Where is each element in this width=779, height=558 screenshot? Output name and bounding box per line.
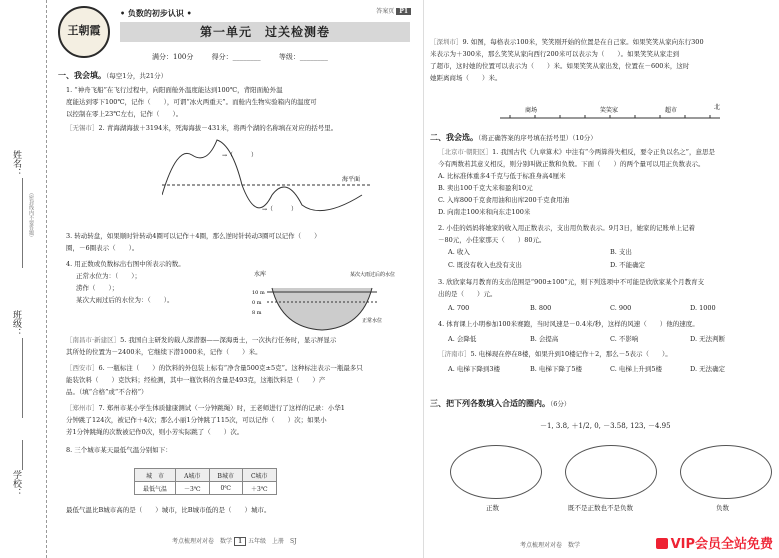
choice-2: 2. 小佳的妈妈将她家的收入用正数表示，支出用负数表示。9月3日，她家的记账单上记着 －80元，小佳家那天（ ）80元。 — [438, 224, 696, 244]
c3-option-b: B. 800 — [530, 304, 552, 312]
positive-oval — [450, 445, 542, 499]
neither-oval — [565, 445, 657, 499]
svg-text:某次大雨过后的水位: 某次大雨过后的水位 — [350, 272, 396, 278]
svg-text:→（ ）: →（ ） — [222, 152, 258, 159]
school-line — [22, 440, 23, 470]
page-divider — [423, 0, 424, 558]
section3-title: 三、把下列各数填入合适的圈内。（6分） — [430, 398, 571, 408]
name-line — [22, 178, 23, 268]
answer-badge: 答案页 P1 — [376, 6, 411, 15]
question-3: 3. 转动转盘，如果顺时针转动4圈可以记作＋4圈，那么逆时针转动3圈可以记作（ ） 圈，－6圈表示（ ）。 — [66, 232, 321, 252]
seal-strip — [0, 0, 47, 558]
question-8-tail: 最低气温比B城市高的是（ ）城市，比B城市低的是（ ）城市。 — [66, 506, 271, 514]
svg-text:0 m: 0 m — [252, 300, 262, 306]
school-label: 学校： — [11, 470, 21, 497]
c5-option-c: C. 电梯上升到5楼 — [610, 365, 663, 373]
north-label: 北 — [714, 104, 721, 111]
question-2: ［无锡市］2. 青海湖海拔＋3194米，死海海拔－431米，将两个湖的名称填在对应的括号里。 — [66, 124, 338, 132]
c2-option-c: C. 既没有收入也没有支出 — [448, 261, 522, 269]
svg-text:正常水位: 正常水位 — [362, 318, 383, 324]
topic-title: • 负数的初步认识 • — [120, 8, 192, 18]
choice-3: 3. 欣欣家每月教育的支出范围是“900±100”元，则下列选项中不可能是欣欣家某个月教育支 出的是（ ）元。 — [438, 278, 705, 298]
c4-option-c: C. 不影响 — [610, 335, 639, 343]
choice-4: 4. 体育课上小明参加100米赛跑，当时风速是－0.4米/秒，这样的风速（ ）他的速度。 — [438, 320, 699, 328]
left-page — [52, 0, 419, 558]
c4-option-a: A. 会降低 — [448, 335, 477, 343]
question-7: ［郑州市］7. 郑州市某小学生体质健康测试（一分钟跳绳）时，王老师进行了这样的记录：小华1 分钟跳了124次，被记作＋4次；那么小丽1分钟跳了115次，可以记作（ ）次；如果小 芳1分钟跳绳的次数被记作0次，则小芳实际跳了（ ）次。 — [66, 404, 345, 436]
section2-title: 二、我会选。（将正确答案的序号填在括号里）（10分） — [430, 132, 597, 142]
gift-icon — [656, 538, 668, 549]
question-1: 1. “神舟飞船”在飞行过程中，向阳面舱外温度能达到100℃，背阳面舱外温 度能达到零下100℃，记作（ ），可谓“冰火两重天”。而舱内生物实验箱内的温度可 以控制在零上23℃左右，记作（ ）。 — [66, 86, 317, 118]
class-label: 班级： — [11, 310, 21, 337]
right-page — [430, 0, 772, 558]
score-bar — [152, 52, 344, 62]
page-number: 1 — [234, 537, 246, 546]
svg-text:→（ ）: →（ ） — [262, 206, 298, 213]
c4-option-d: D. 无法判断 — [690, 335, 726, 343]
oval-area — [450, 445, 770, 515]
positive-label: 正数 — [486, 504, 499, 512]
vip-watermark[interactable]: VIP会员全站免费 — [656, 533, 773, 552]
reservoir-diagram — [252, 268, 402, 338]
negative-label: 负数 — [716, 504, 729, 512]
c4-option-b: B. 会提高 — [530, 335, 559, 343]
name-label: 姓名： — [11, 150, 21, 177]
c5-option-d: D. 无法确定 — [690, 365, 726, 373]
c5-option-a: A. 电梯下降到3楼 — [448, 365, 500, 373]
total-score: 满分：100分 — [152, 53, 194, 61]
temperature-table: 城 市 A城市 B城市 C城市 最低气温 －3℃ 0℃ ＋3℃ — [134, 468, 277, 495]
altitude-diagram — [162, 135, 382, 225]
choice-1: ［北京市·朝阳区］1. 我国古代《九章算术》中注有“今两算得失相反，要令正负以名之”，意思是 今有两数若其意义相反，则分别叫做正数和负数。下面（ ）的两个量可以用正负数表示。 A. 比标准体重多4千克与低于标准身高4厘米 B. 卖出100千克大米和盈利10元 C. 入库800千克食用油和出库200千克食用油 D. 向南走100米和向东走100米 — [438, 148, 715, 216]
right-footer: 考点梳理对对卷 数学 — [520, 542, 581, 549]
grade-field: 等级：________ — [278, 53, 328, 61]
mall-label: 商场 — [525, 107, 538, 114]
section1-title: 一、我会填。（每空1分，共21分） — [58, 70, 168, 80]
sea-level-label: 海平面 — [342, 176, 361, 183]
c3-option-c: C. 900 — [610, 304, 632, 312]
c2-option-a: A. 收入 — [448, 248, 470, 256]
class-line — [22, 338, 23, 418]
svg-text:10 m: 10 m — [252, 290, 265, 296]
c2-option-b: B. 支出 — [610, 248, 632, 256]
seal-note: （密封线内不要答题） — [28, 190, 34, 240]
number-list: －1, 3.8, ＋1/2, 0, －3.58, 123, －4.95 — [540, 422, 671, 430]
question-9: ［深圳市］9. 如图，每格表示100米，笑笑刚开始的位置是在自己家。如果笑笑从家向东行300 米表示为＋300米，那么笑笑从家向西行200米可以表示为（ ）。如果笑笑从家走到 了超市，这时她的位置可以表示为（ ）米。如果笑笑从家出发，位置在－600米，这时 她距离商场（ ）米。 — [430, 38, 704, 82]
left-footer: 考点梳理对对卷 数学 1 五年级 上册 SJ — [172, 538, 297, 545]
number-line — [500, 100, 730, 128]
question-6: ［西安市］6. 一瓶标注（ ）的饮料的外包装上标有“净含量500克±5克”。这种标注表示一瓶最多只 能装饮料（ ）克饮料；经检测，其中一瓶饮料的含量是493克，这瓶饮料是（ ）产 品。（填“合格”或“不合格”） — [66, 364, 363, 396]
question-8: 8. 三个城市某天最低气温分别如下： — [66, 446, 172, 454]
svg-text:8 m: 8 m — [252, 310, 262, 316]
question-4: 4. 用正数或负数标出右图中所表示的数。 正常水位为：（ ）； 涝作（ ）； 某次大雨过后的水位为：（ ）。 — [66, 260, 185, 304]
c5-option-b: B. 电梯下降了5楼 — [530, 365, 583, 373]
svg-text:水库: 水库 — [254, 271, 267, 278]
page-title: 第一单元 过关检测卷 — [120, 22, 410, 42]
market-label: 超市 — [665, 107, 678, 114]
c2-option-d: D. 不能确定 — [610, 261, 646, 269]
choice-5: ［济南市］5. 电梯现在停在8楼，如果升到10楼记作＋2，那么－5表示（ ）。 — [438, 350, 672, 358]
neither-label: 既不是正数也不是负数 — [568, 504, 633, 512]
c3-option-a: A. 700 — [448, 304, 470, 312]
score-field: 得分：________ — [211, 53, 261, 61]
home-label: 笑笑家 — [600, 107, 619, 114]
brand-logo: 王朝霞 — [58, 6, 110, 58]
c3-option-d: D. 1000 — [690, 304, 716, 312]
question-5: ［南昌市·新建区］5. 我国自主研发的载人深潜器——深海勇士，一次执行任务时，显示屏显示 其所处的位置为－2400米，它继续下潜1000米，记作（ ）米。 — [66, 336, 337, 356]
negative-oval — [680, 445, 772, 499]
